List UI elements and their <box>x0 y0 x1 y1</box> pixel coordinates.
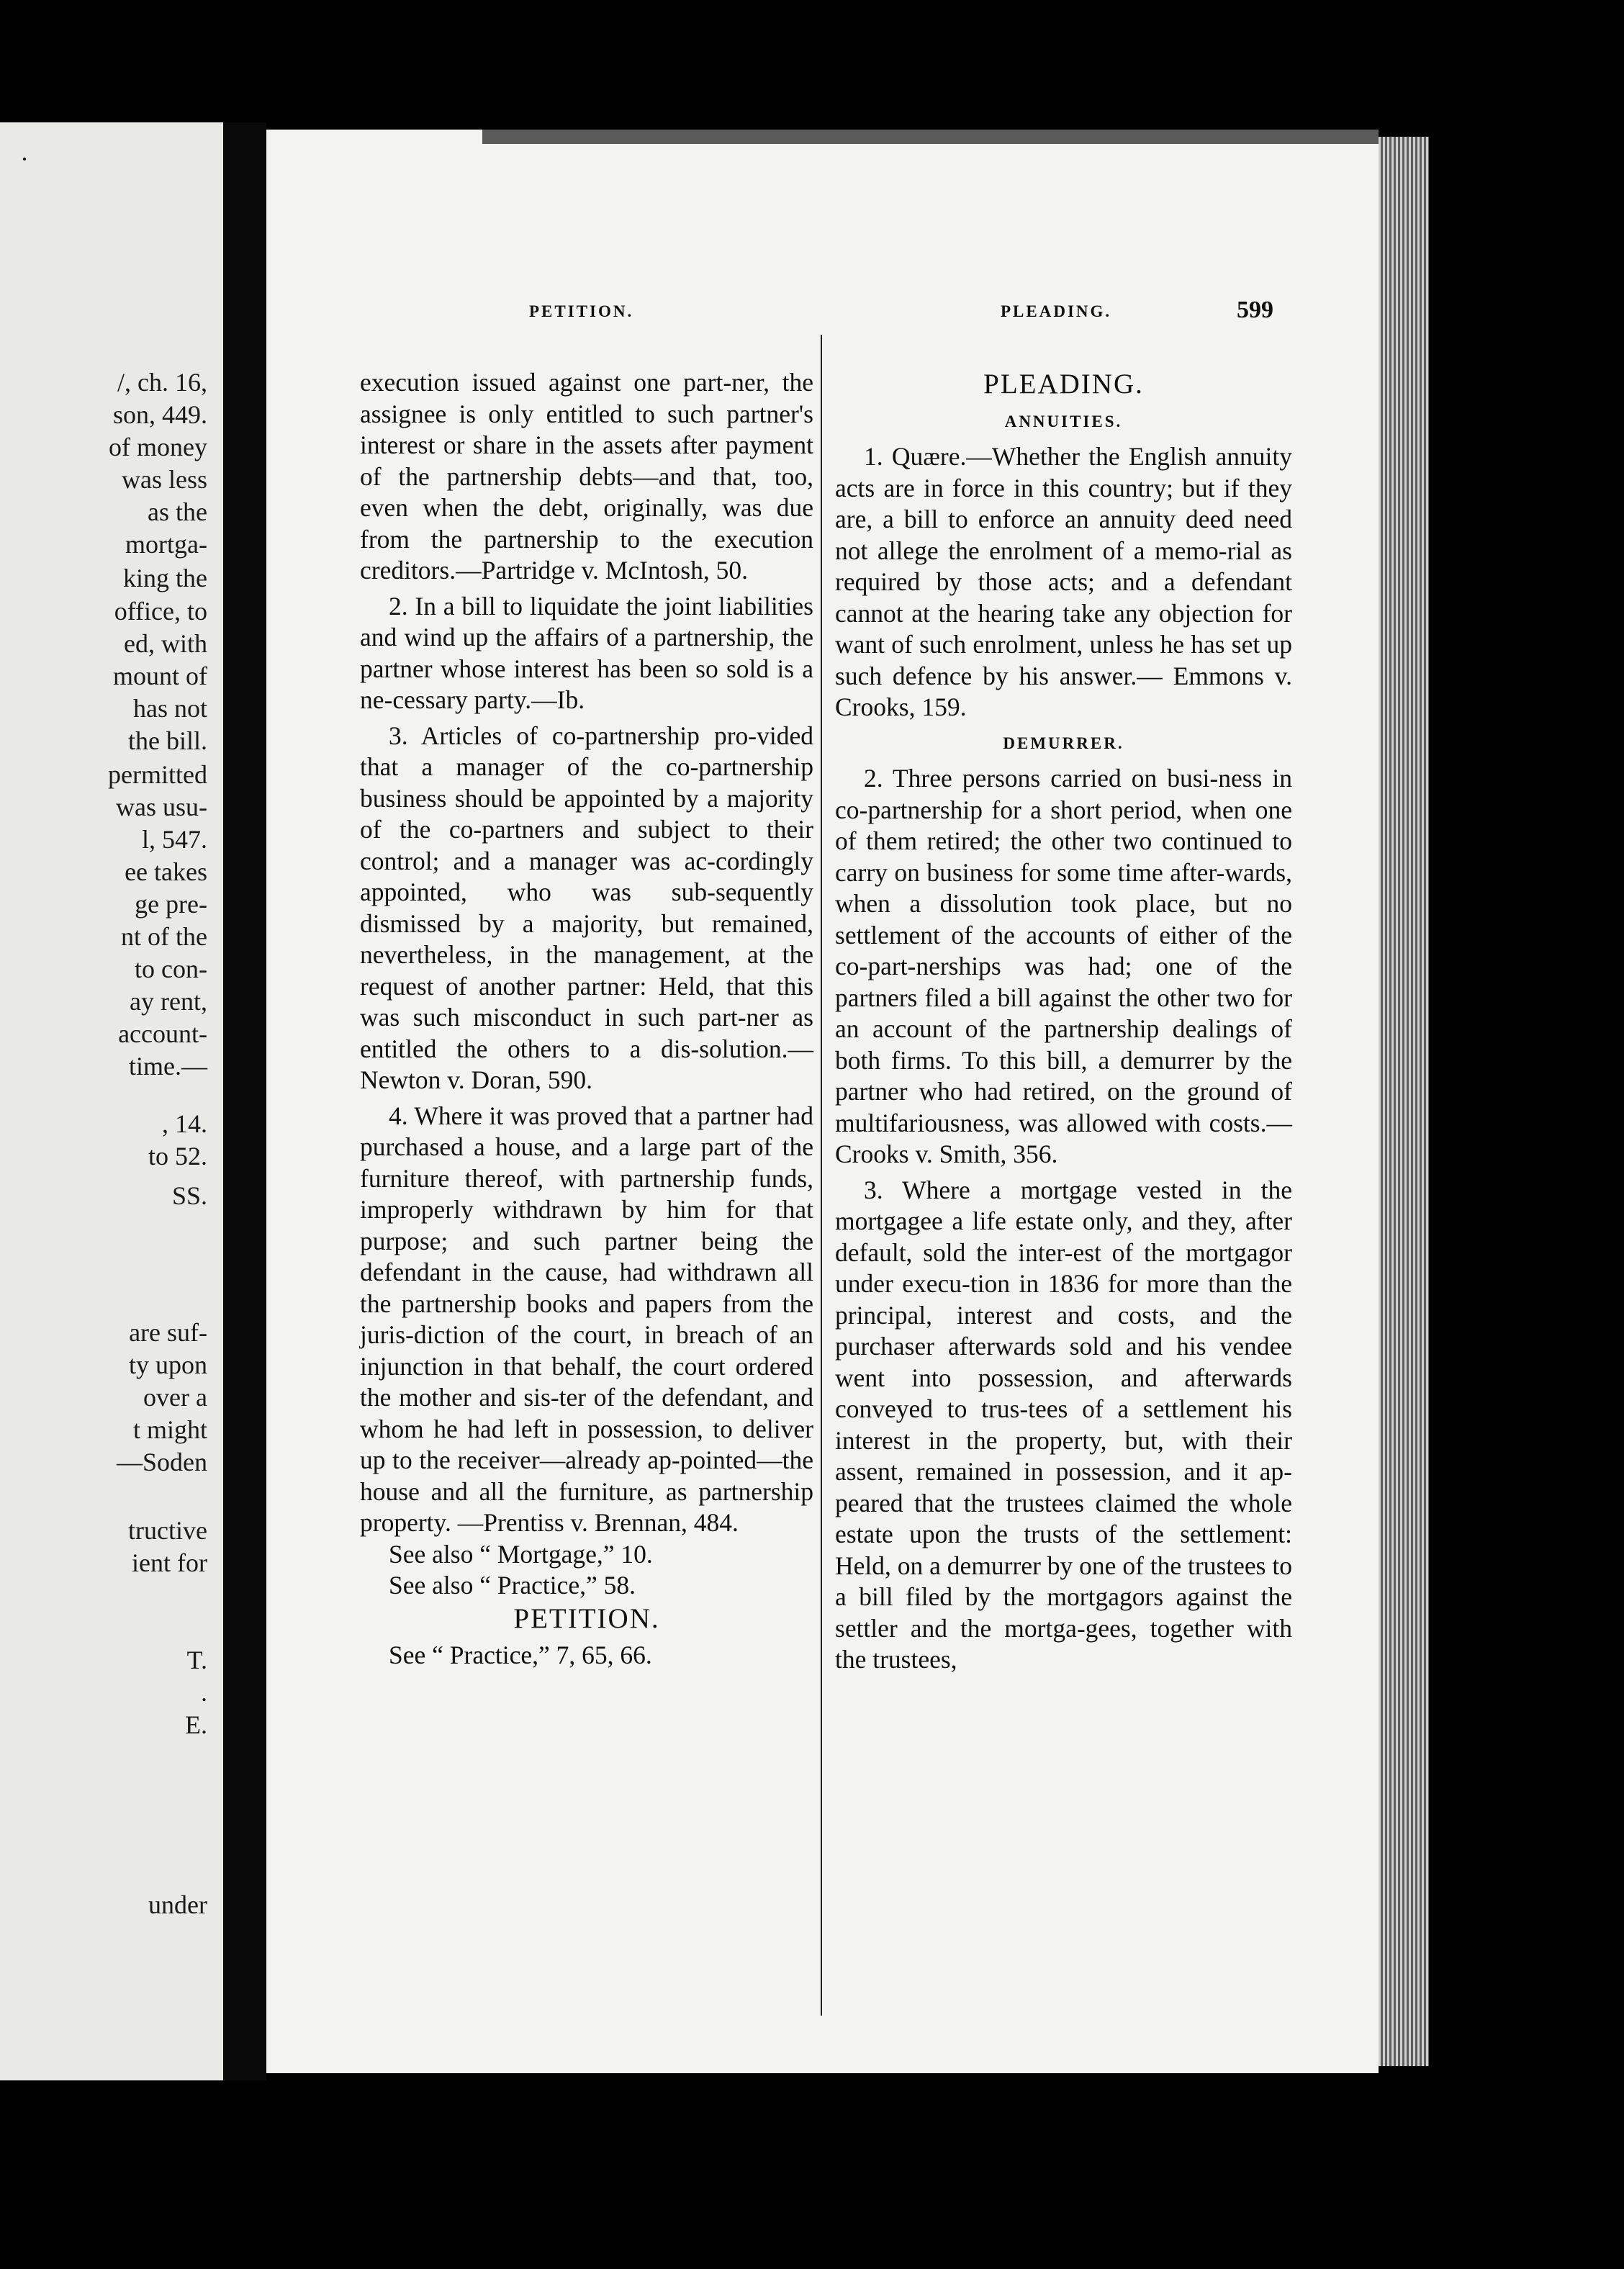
paragraph-continuation: execution issued against one part-ner, the assignee is only entitled to such partner's interest or share in the assets after payment of the partnership debts—and that, too, even when the debt, originally, was due from the partnership to the execution creditors.—Partridge v. McIntosh, 50. <box>360 368 813 585</box>
facing-page-line: —Soden <box>117 1448 207 1476</box>
see-also-mortgage: See also “ Mortgage,” 10. <box>389 1539 653 1569</box>
facing-page-line: ty upon <box>128 1350 207 1379</box>
facing-page-line: are suf- <box>129 1318 207 1347</box>
facing-page-line: son, 449. <box>112 400 207 429</box>
paragraph-annuities-1: 1. Quære.—Whether the English annuity acts are in force in this country; but if they are, a bill to enforce an annuity deed need not allege the enrolment of a memo-rial as required by those acts; and a defendant cannot at the hearing take any objection for want of such enrolment, unless he has set up such defence by his answer.— Emmons v. Crooks, 159. <box>835 442 1292 721</box>
facing-page-line: to 52. <box>148 1142 207 1170</box>
facing-page-line: ay rent, <box>130 987 207 1016</box>
page-number: 599 <box>1237 297 1273 323</box>
pleading-title: PLEADING. <box>983 369 1144 400</box>
facing-page-line: ed, with <box>124 629 207 658</box>
see-also-practice: See also “ Practice,” 58. <box>389 1571 636 1600</box>
petition-reference: See “ Practice,” 7, 65, 66. <box>389 1641 652 1669</box>
paragraph-3: 3. Articles of co-partnership pro-vided that a manager of the co-partnership business should be appointed by a majority of the co-partners and subject to their control; and a manager was ac-cordingly appointed, who was sub-sequently dismissed by a majority, but remained, nevertheless, in the management, at the request of another partner: Held, that this was such misconduct in such part-ner as entitled the others to a dis-solution.—Newton v. Doran, 590. <box>360 721 813 1094</box>
facing-page-line: ient for <box>132 1548 207 1577</box>
facing-page-line: the bill. <box>128 726 207 755</box>
facing-page-line: was usu- <box>116 793 207 821</box>
facing-page-line: l, 547. <box>141 825 207 854</box>
running-head-right: PLEADING. <box>1001 302 1112 320</box>
facing-page-line: tructive <box>128 1516 207 1545</box>
book-page <box>266 130 1379 2073</box>
right-column <box>835 367 1292 1676</box>
facing-page-line: as the <box>148 497 207 526</box>
facing-page-line: T. <box>186 1646 207 1674</box>
facing-page-line: of money <box>109 433 207 461</box>
facing-page-line: has not <box>133 694 207 723</box>
facing-page-line: to con- <box>135 955 207 983</box>
facing-page-line: office, to <box>114 597 207 626</box>
paragraph-demurrer-2: 2. Three persons carried on busi-ness in co-partnership for a short period, when one of them retired; the other two continued to carry on business for some time after-wards, when a dissolution took place, but no settlement of the accounts of either of the co-part-nerships was had; one of the partners filed a bill against the other two for an account of the partnership dealings of both firms. To this bill, a demurrer by the partner who had retired, on the ground of multifariousness, was allowed with costs.—Crooks v. Smith, 356. <box>835 764 1292 1168</box>
petition-heading: PETITION. <box>513 1602 660 1634</box>
left-column <box>360 367 813 1672</box>
facing-page-line: mortga- <box>125 530 207 559</box>
facing-page-line: time.— <box>129 1052 207 1081</box>
facing-page-line: mount of <box>113 662 207 690</box>
facing-page-line: nt of the <box>121 922 207 951</box>
column-divider <box>821 335 822 2016</box>
running-head-left: PETITION. <box>529 302 634 320</box>
section-heading-annuities: ANNUITIES. <box>1004 412 1123 430</box>
paragraph-2: 2. In a bill to liquidate the joint liabilities and wind up the affairs of a partnership, the partner whose interest has been so sold is a ne-cessary party.—Ib. <box>360 591 813 714</box>
section-heading-demurrer: DEMURRER. <box>1003 734 1124 752</box>
facing-page-line: king the <box>123 564 207 592</box>
book-gutter <box>223 122 266 2080</box>
paragraph-4: 4. Where it was proved that a partner had purchased a house, and a large part of the furniture thereof, with partnership funds, improperly withdrawn by him for that purpose; and such partner being the defendant in the cause, had withdrawn all the partnership books and papers from the juris-diction of the court, in breach of an injunction in that behalf, the court ordered the mother and sis-ter of the defendant, and whom he had left in possession, to deliver up to the receiver—already ap-pointed—the house and all the furniture, as partnership property. —Prentiss v. Brennan, 484. <box>360 1101 813 1537</box>
facing-page-line: E. <box>185 1710 207 1739</box>
page-top-edge <box>482 130 1379 144</box>
facing-page <box>0 122 223 2080</box>
facing-page-line: ee takes <box>125 857 207 886</box>
facing-page-line: t might <box>132 1415 207 1444</box>
facing-page-line: SS. <box>171 1181 207 1210</box>
facing-page-line: account- <box>118 1019 207 1048</box>
paragraph-demurrer-3: 3. Where a mortgage vested in the mortgagee a life estate only, and they, after default, sold the inter-est of the mortgagor under execu-tion in 1836 for more than the principal, interest and costs, and the purchaser afterwards sold and his vendee went into possession, and afterwards conveyed to trus-tees of a settlement his interest in the property, but, with their assent, remained in possession, and it ap-peared that the trustees claimed the whole estate upon the trusts of the settlement: Held, on a demurrer by one of the trustees to a bill filed by the mortgagors against the settler and the mortga-gees, together with the trustees, <box>835 1175 1292 1674</box>
facing-page-line: . <box>201 1678 207 1707</box>
facing-page-line: , 14. <box>162 1109 207 1138</box>
facing-page-line: /, ch. 16, <box>117 368 207 397</box>
page-fore-edge <box>1379 137 1429 2066</box>
facing-page-line: permitted <box>108 760 207 789</box>
facing-page-line: ge pre- <box>135 890 207 919</box>
facing-page-line: under <box>148 1890 207 1919</box>
facing-page-line: over a <box>143 1383 207 1412</box>
facing-page-line: · <box>20 145 29 173</box>
facing-page-line: was less <box>122 465 207 494</box>
